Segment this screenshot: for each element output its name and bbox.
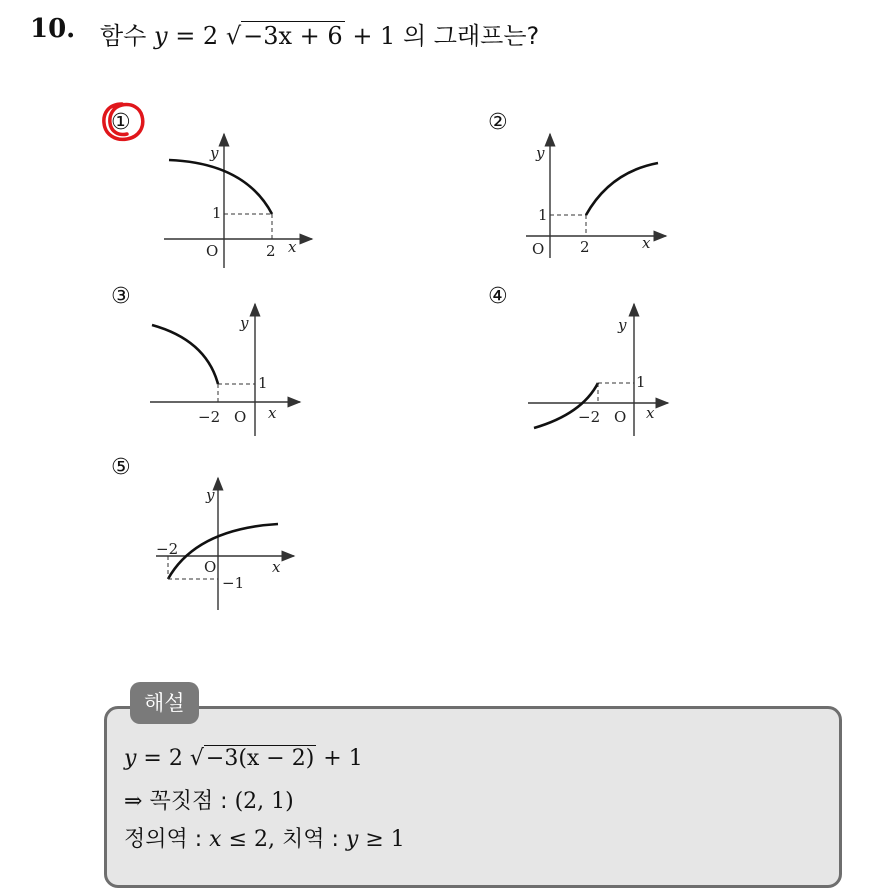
tick-1: 1: [212, 204, 222, 222]
sol3-domain-rest: ≤ 2,: [221, 827, 282, 852]
question-prefix: 함수: [100, 22, 154, 50]
choice-4-label[interactable]: ④: [488, 284, 508, 309]
graph-2[interactable]: [520, 130, 690, 270]
sol1-lhs: y: [124, 746, 137, 771]
y-label: y: [618, 316, 627, 334]
tick-neg2: −2: [578, 408, 601, 426]
curve: [152, 325, 218, 384]
graph-3[interactable]: [140, 300, 320, 440]
curve: [168, 524, 278, 579]
tick-2: 2: [266, 242, 276, 260]
origin-label: O: [614, 408, 627, 426]
question-suffix: 의 그래프는?: [395, 22, 540, 50]
origin-label: O: [206, 242, 219, 260]
x-label: x: [288, 238, 297, 256]
tick-1: 1: [258, 374, 268, 392]
y-label: y: [536, 144, 545, 162]
solution-tag: 해설: [130, 682, 199, 724]
answer-circle-mark: [100, 100, 150, 146]
question-eq: = 2: [167, 22, 226, 50]
origin-label: O: [234, 408, 247, 426]
tick-neg2: −2: [156, 540, 179, 558]
choice-5-label[interactable]: ⑤: [111, 455, 131, 480]
graph-5[interactable]: [150, 474, 310, 614]
x-label: x: [268, 404, 277, 422]
y-label: y: [240, 314, 249, 332]
sol3-range-rest: ≥ 1: [358, 827, 405, 852]
question-number: 10.: [30, 14, 76, 44]
y-label: y: [206, 486, 215, 504]
origin-label: O: [204, 558, 217, 576]
tick-2: 2: [580, 238, 590, 256]
sol3-domain-var: x: [209, 827, 222, 852]
question-text: [100, 16, 539, 51]
sol1-eq: = 2: [136, 746, 190, 771]
sol2-label: 꼭짓점 :: [149, 789, 235, 814]
choice-3-label[interactable]: ③: [111, 284, 131, 309]
graph-1[interactable]: [160, 130, 330, 270]
choice-1-label[interactable]: ①: [111, 110, 131, 135]
choice-2-label[interactable]: ②: [488, 110, 508, 135]
sqrt-sign: √: [225, 22, 242, 50]
tick-neg1: −1: [222, 574, 245, 592]
solution-line-1: [124, 746, 363, 771]
question-tail: + 1: [344, 22, 396, 50]
sol2-value: (2, 1): [234, 789, 294, 814]
solution-line-3: [124, 822, 405, 853]
x-label: x: [272, 558, 281, 576]
sol3-range-var: y: [345, 827, 359, 852]
question-radicand: −3x + 6: [243, 22, 343, 50]
origin-label: O: [532, 240, 545, 258]
curve: [586, 163, 658, 215]
sol3-domain-label: 정의역 :: [124, 827, 210, 852]
graph-4[interactable]: [522, 300, 702, 440]
sol1-tail: + 1: [316, 746, 363, 771]
sol3-range-label: 치역 :: [281, 827, 346, 852]
solution-line-2: [124, 784, 294, 815]
sol1-radicand: −3(x − 2): [205, 746, 315, 771]
x-label: x: [646, 404, 655, 422]
x-label: x: [642, 234, 651, 252]
tick-1: 1: [538, 206, 548, 224]
y-label: y: [210, 144, 219, 162]
tick-neg2: −2: [198, 408, 221, 426]
sol1-sqrt-sign: √: [189, 746, 204, 771]
question-lhs: y: [154, 22, 168, 50]
sol2-arrow: ⇒: [124, 789, 150, 814]
tick-1: 1: [636, 373, 646, 391]
